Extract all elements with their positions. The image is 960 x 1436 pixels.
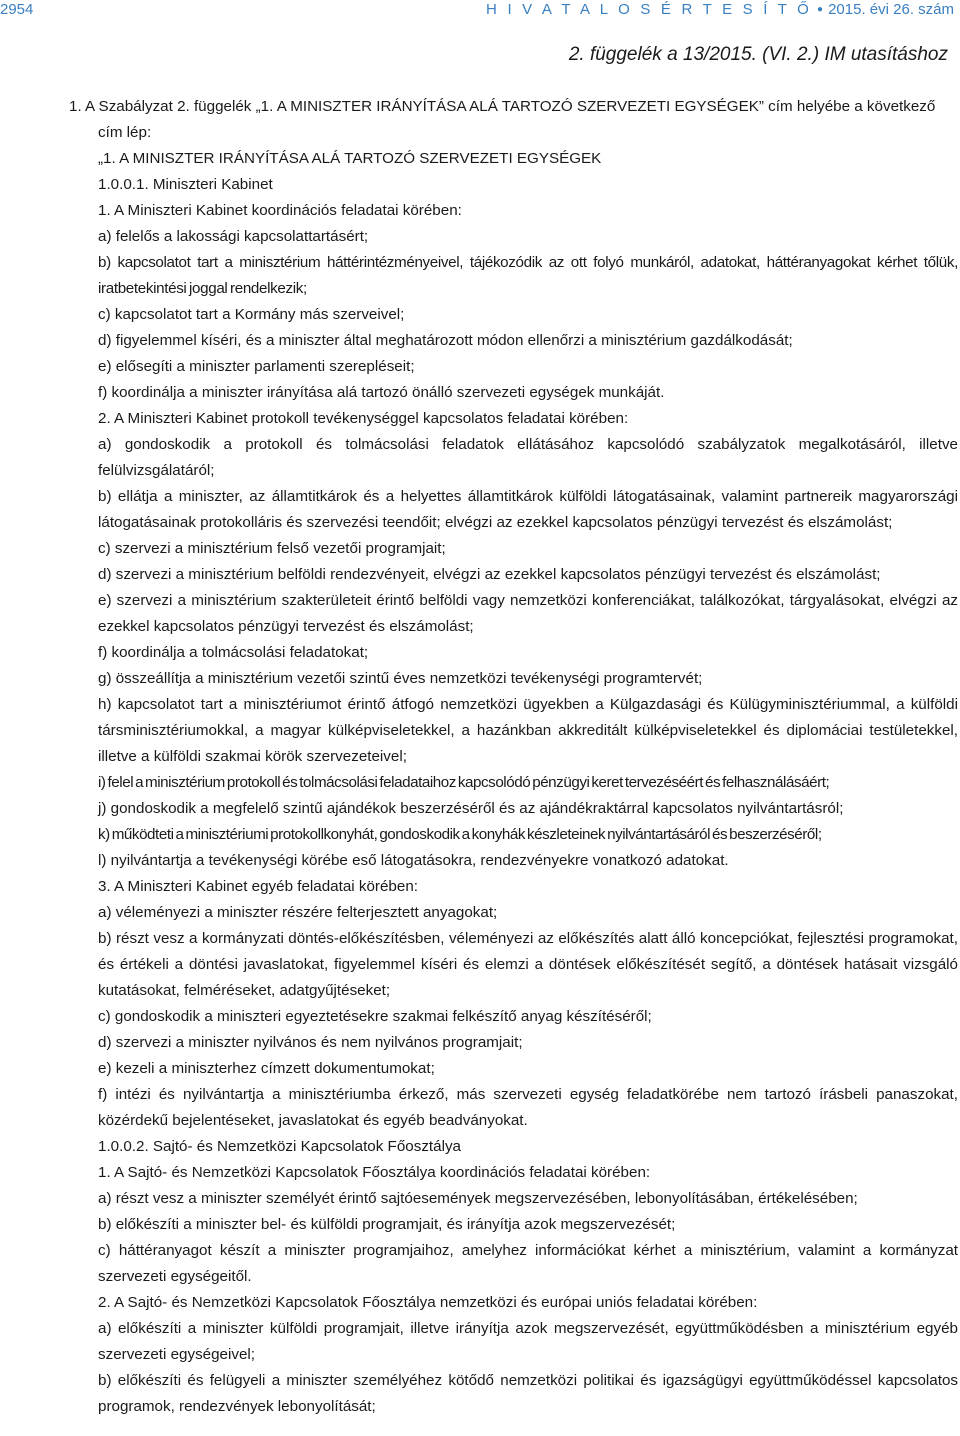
list-item: e) szervezi a minisztérium szakterületeit érintő belföldi vagy nemzetközi konferenciákat, találkozókat, tárgyalásokat, elvégzi az ezekkel kapcsolatos pénzügyi tervezést és elszámolást; [98, 592, 958, 635]
list-item: c) gondoskodik a miniszteri egyeztetésekre szakmai felkészítő anyag készítéséről; [98, 1008, 652, 1025]
list-item: c) háttéranyagot készít a miniszter programjaihoz, amelyhez információkat kérhet a minisztérium, valamint a kormányzat szervezeti egységeitől. [98, 1242, 958, 1285]
publication-name: H I V A T A L O S É R T E S Í T Ő [486, 1, 813, 18]
list-item: c) szervezi a minisztérium felső vezetői programjait; [98, 540, 446, 557]
list-item: h) kapcsolatot tart a minisztériumot érintő átfogó nemzetközi ügyekben a Külgazdasági és Külügyminisztériummal, a külföldi társminisztériumokkal, a magyar külképviseletekkel, a hazánkban akkreditált külképviseletekkel és diplomáciai testületekkel, illetve a külföldi szakmai körök szervezeteivel; [98, 696, 958, 765]
list-item: i) felel a minisztérium protokoll és tolmácsolási feladataihoz kapcsolódó pénzügyi keret tervezéséért és felhasználásáért; [98, 774, 830, 791]
appendix-title: 2. függelék a 13/2015. (VI. 2.) IM utasításhoz [568, 44, 948, 65]
list-item: f) koordinálja a tolmácsolási feladatokat; [98, 644, 369, 661]
subsection-heading: 1.0.0.1. Miniszteri Kabinet [98, 176, 273, 193]
subsection-heading: 1.0.0.2. Sajtó- és Nemzetközi Kapcsolatok Főosztálya [98, 1138, 461, 1155]
intro-paragraph: 1. A Szabályzat 2. függelék „1. A MINISZTER IRÁNYÍTÁSA ALÁ TARTOZÓ SZERVEZETI EGYSÉGEK” cím helyébe a következő cím lép: [69, 98, 936, 141]
list-item: b) részt vesz a kormányzati döntés-előkészítésben, véleményezi az előkészítés alatt álló koncepciókat, fejlesztési programokat, és értékeli a döntési javaslatokat, figyelemmel kíséri és elemzi a döntések előkészítését segítő, a döntések hatásait vizsgáló kutatásokat, felméréseket, adatgyűjtéseket; [98, 930, 958, 999]
separator-bullet: ● [817, 4, 824, 15]
list-item: f) koordinálja a miniszter irányítása alá tartozó önálló szervezeti egységek munkáját. [98, 384, 665, 401]
running-title [486, 1, 954, 18]
page-number: 2954 [0, 1, 34, 18]
page-header [0, 0, 960, 22]
section-heading: „1. A MINISZTER IRÁNYÍTÁSA ALÁ TARTOZÓ SZERVEZETI EGYSÉGEK [98, 150, 602, 167]
list-item: a) gondoskodik a protokoll és tolmácsolási feladatok ellátásához kapcsolódó szabályzatok megalkotásáról, illetve felülvizsgálatáról; [98, 436, 958, 479]
list-item: j) gondoskodik a megfelelő szintű ajándékok beszerzéséről és az ajándékraktárral kapcsolatos nyilvántartásról; [98, 800, 844, 817]
paragraph: 3. A Miniszteri Kabinet egyéb feladatai körében: [98, 878, 418, 895]
list-item: k) működteti a minisztériumi protokollkonyhát, gondoskodik a konyhák készleteinek nyilvántartásáról és beszerzéséről; [98, 826, 822, 843]
paragraph: 2. A Sajtó- és Nemzetközi Kapcsolatok Főosztálya nemzetközi és európai uniós feladatai körében: [98, 1294, 758, 1311]
list-item: e) kezeli a miniszterhez címzett dokumentumokat; [98, 1060, 435, 1077]
list-item: b) ellátja a miniszter, az államtitkárok és a helyettes államtitkárok külföldi látogatásainak, valamint partnereik magyarországi látogatásainak protokolláris és szervezési teendőit; elvégzi az ezekkel kapcsolatos pénzügyi tervezést és elszámolást; [98, 488, 958, 531]
paragraph: 2. A Miniszteri Kabinet protokoll tevékenységgel kapcsolatos feladatai körében: [98, 410, 629, 427]
paragraph: 1. A Sajtó- és Nemzetközi Kapcsolatok Főosztálya koordinációs feladatai körében: [98, 1164, 651, 1181]
list-item: l) nyilvántartja a tevékenységi körébe eső látogatásokra, rendezvényekre vonatkozó adatokat. [98, 852, 729, 869]
list-item: b) előkészíti a miniszter bel- és külföldi programjait, és irányítja azok megszervezését; [98, 1216, 676, 1233]
list-item: d) szervezi a miniszter nyilvános és nem nyilvános programjait; [98, 1034, 523, 1051]
list-item: b) kapcsolatot tart a minisztérium háttérintézményeivel, tájékozódik az ott folyó munkáról, adatokat, háttéranyagokat kérhet tőlük, iratbetekintési joggal rendelkezik; [98, 254, 958, 297]
list-item: a) véleményezi a miniszter részére felterjesztett anyagokat; [98, 904, 498, 921]
list-item: a) részt vesz a miniszter személyét érintő sajtóesemények megszervezésében, lebonyolításában, értékelésében; [98, 1190, 858, 1207]
list-item: b) előkészíti és felügyeli a miniszter személyéhez kötődő nemzetközi politikai és igazságügyi együttműködéssel kapcsolatos programok, rendezvények lebonyolítását; [98, 1372, 958, 1415]
issue-label: 2015. évi 26. szám [828, 1, 954, 18]
list-item: d) szervezi a minisztérium belföldi rendezvényeit, elvégzi az ezekkel kapcsolatos pénzügyi tervezést és elszámolást; [98, 566, 881, 583]
paragraph: 1. A Miniszteri Kabinet koordinációs feladatai körében: [98, 202, 462, 219]
list-item: d) figyelemmel kíséri, és a miniszter által meghatározott módon ellenőrzi a minisztérium gazdálkodását; [98, 332, 793, 349]
list-item: g) összeállítja a minisztérium vezetői szintű éves nemzetközi tevékenységi programtervét; [98, 670, 703, 687]
list-item: e) elősegíti a miniszter parlamenti szerepléseit; [98, 358, 415, 375]
list-item: c) kapcsolatot tart a Kormány más szerveivel; [98, 306, 405, 323]
list-item: f) intézi és nyilvántartja a minisztériumba érkező, más szervezeti egység feladatkörébe nem tartozó írásbeli panaszokat, közérdekű bejelentéseket, javaslatokat és egyéb beadványokat. [98, 1086, 958, 1129]
document-body [69, 94, 958, 1420]
list-item: a) előkészíti a miniszter külföldi programjait, illetve irányítja azok megszervezését, együttműködésben a minisztérium egyéb szervezeti egységeivel; [98, 1320, 958, 1363]
list-item: a) felelős a lakossági kapcsolattartásért; [98, 228, 369, 245]
